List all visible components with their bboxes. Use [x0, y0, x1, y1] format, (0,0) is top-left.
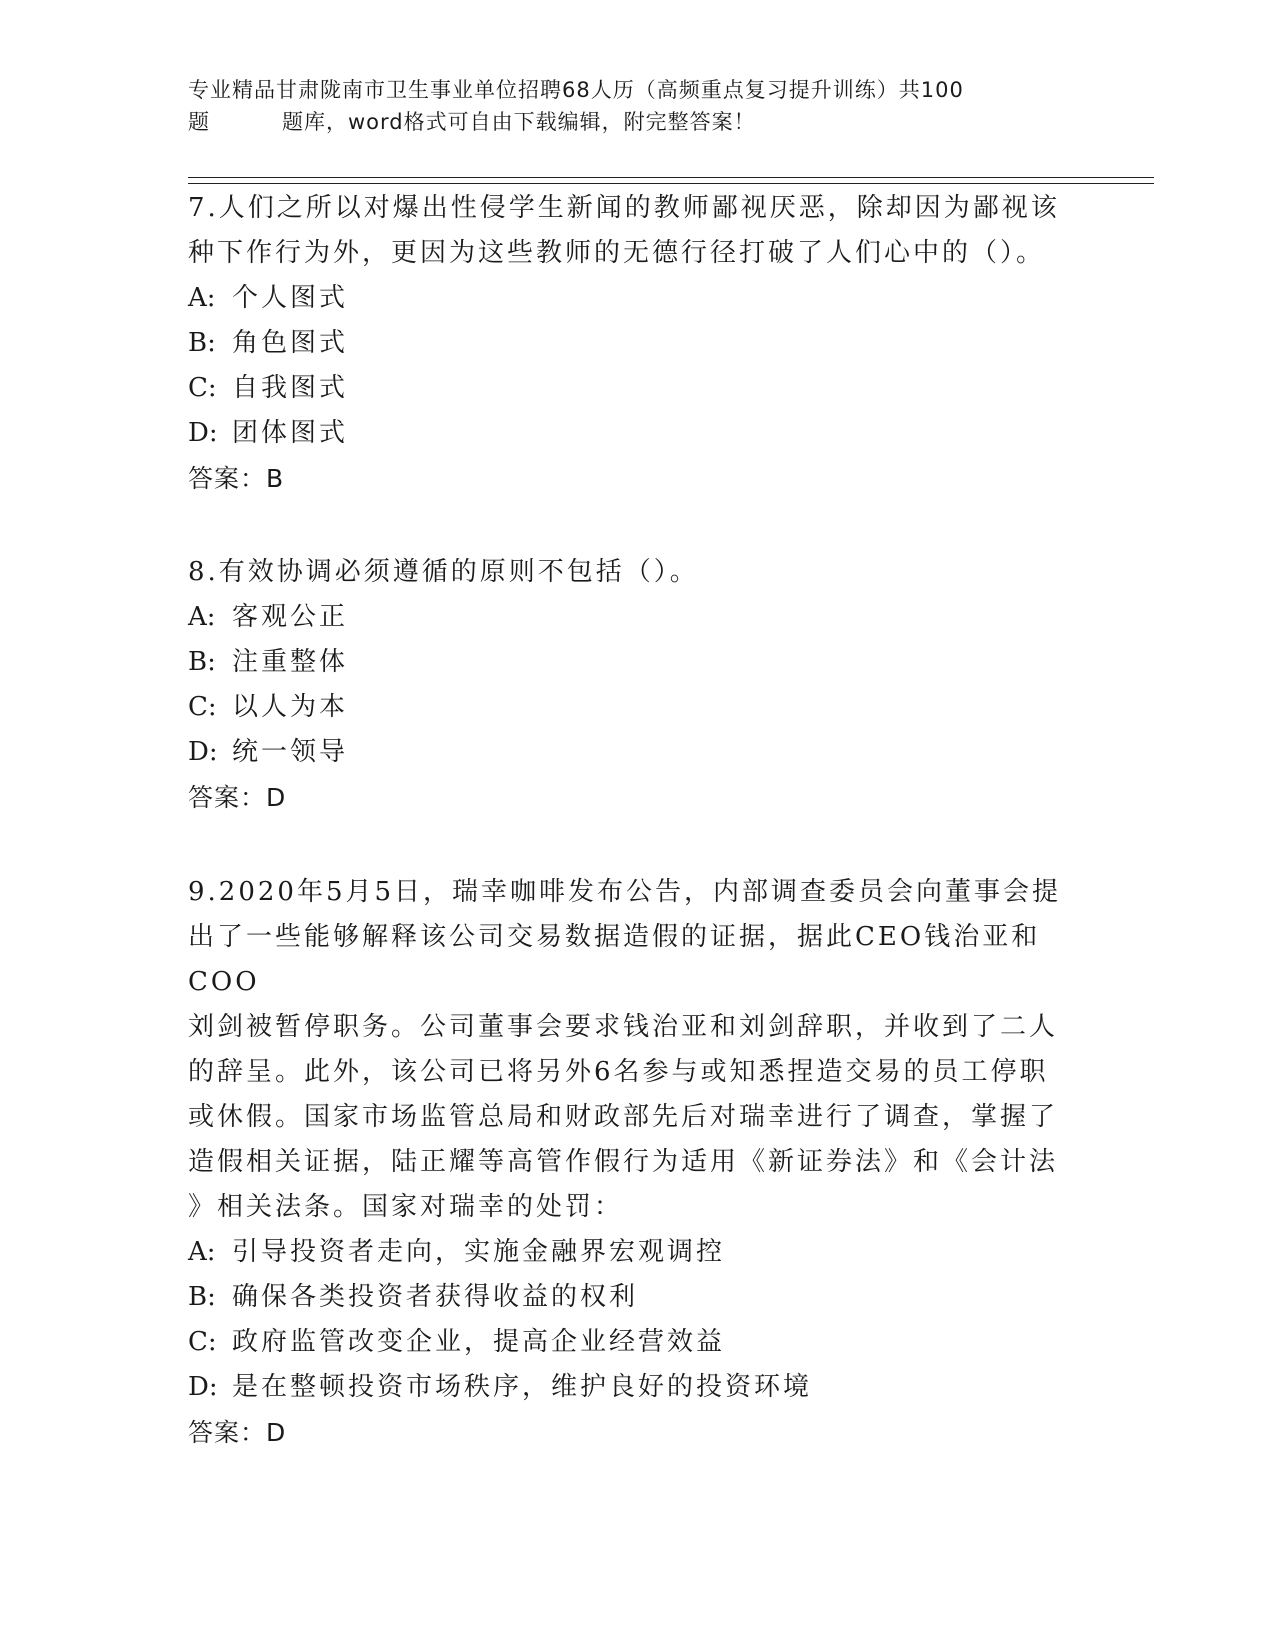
question-stem-line: 7.人们之所以对爆出性侵学生新闻的教师鄙视厌恶，除却因为鄙视该: [188, 193, 1060, 223]
option-c: [188, 685, 1088, 730]
option-key: B:: [188, 328, 216, 358]
option-a: [188, 1230, 1088, 1275]
option-text: 统一领导: [232, 737, 349, 767]
option-key: A:: [188, 283, 216, 313]
option-key: C:: [188, 373, 217, 403]
option-d: [188, 1365, 1088, 1410]
question-stem-line: 》相关法条。国家对瑞幸的处罚：: [188, 1192, 624, 1222]
question-stem-line: 刘剑被暂停职务。公司董事会要求钱治亚和刘剑辞职，并收到了二人: [188, 1012, 1059, 1042]
header-line-2: [188, 106, 1068, 138]
option-text: 个人图式: [232, 283, 349, 313]
option-key: B:: [188, 647, 216, 677]
header-line-2-head: 题: [188, 110, 210, 134]
option-a: [188, 595, 1088, 640]
option-key: A:: [188, 1237, 216, 1267]
option-text: 角色图式: [232, 328, 349, 358]
document-header: [188, 74, 1068, 138]
option-c: [188, 1320, 1088, 1365]
answer-line: 答案：B: [188, 464, 285, 493]
option-b: [188, 640, 1088, 685]
option-c: [188, 366, 1088, 411]
option-text: 团体图式: [232, 418, 349, 448]
option-a: [188, 276, 1088, 321]
question-7: [188, 186, 1088, 501]
question-stem-line: 9.2020年5月5日，瑞幸咖啡发布公告，内部调查委员会向董事会提: [188, 877, 1062, 907]
question-9: [188, 870, 1088, 1455]
option-d: [188, 730, 1088, 775]
option-text: 以人为本: [232, 692, 349, 722]
question-stem-line: 8.有效协调必须遵循的原则不包括（）。: [188, 557, 699, 587]
option-text: 政府监管改变企业，提高企业经营效益: [232, 1327, 726, 1357]
option-d: [188, 411, 1088, 456]
option-key: D:: [188, 1372, 218, 1402]
header-line-2-tail: 题库，word格式可自由下载编辑，附完整答案！: [282, 110, 756, 134]
header-divider-bottom: [188, 183, 1154, 184]
option-text: 客观公正: [232, 602, 349, 632]
option-text: 自我图式: [232, 373, 349, 403]
option-key: C:: [188, 692, 217, 722]
option-text: 引导投资者走向，实施金融界宏观调控: [232, 1237, 726, 1267]
option-key: D:: [188, 737, 218, 767]
option-text: 是在整顿投资市场秩序，维护良好的投资环境: [232, 1372, 813, 1402]
option-text: 注重整体: [232, 647, 349, 677]
answer-line: 答案：D: [188, 1418, 287, 1447]
question-stem-line: 种下作行为外，更因为这些教师的无德行径打破了人们心中的（）。: [188, 238, 1046, 268]
question-8: [188, 550, 1088, 820]
option-key: D:: [188, 418, 218, 448]
option-b: [188, 321, 1088, 366]
option-b: [188, 1275, 1088, 1320]
option-key: B:: [188, 1282, 216, 1312]
question-stem-line: 造假相关证据，陆正耀等高管作假行为适用《新证券法》和《会计法: [188, 1147, 1059, 1177]
option-key: C:: [188, 1327, 217, 1357]
option-text: 确保各类投资者获得收益的权利: [232, 1282, 639, 1312]
header-divider-top: [188, 177, 1154, 178]
question-stem-line: 或休假。国家市场监管总局和财政部先后对瑞幸进行了调查，掌握了: [188, 1102, 1059, 1132]
header-line-1: 专业精品甘肃陇南市卫生事业单位招聘68人历（高频重点复习提升训练）共100: [188, 78, 964, 102]
option-key: A:: [188, 602, 216, 632]
answer-line: 答案：D: [188, 783, 287, 812]
question-stem-line: 的辞呈。此外，该公司已将另外6名参与或知悉捏造交易的员工停职: [188, 1057, 1049, 1087]
question-stem-line: 出了一些能够解释该公司交易数据造假的证据，据此CEO钱治亚和COO: [188, 922, 1041, 997]
